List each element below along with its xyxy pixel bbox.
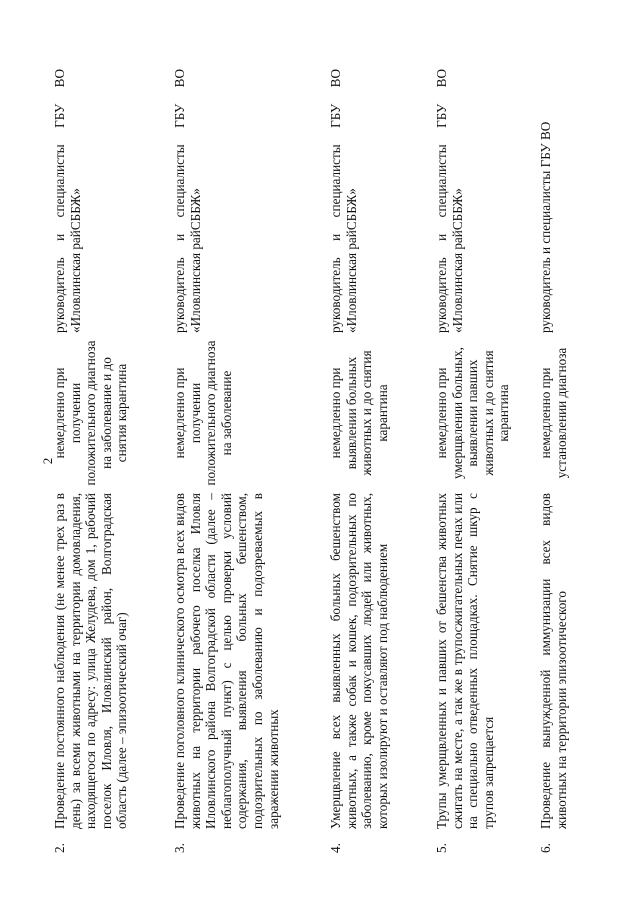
table-row xyxy=(434,66,538,856)
responsible-text: руководитель и специалисты ГБУ ВО xyxy=(538,121,553,333)
responsible-text: руководитель и специалисты ГБУ ВО «Иловлинская райСББЖ» xyxy=(328,69,359,333)
term-text: немедленно при получении положительного диагноза на заболевание и до снятия карантина xyxy=(52,340,130,486)
responsible-text: руководитель и специалисты ГБУ ВО «Иловлинская райСББЖ» xyxy=(52,69,83,333)
term-text: немедленно при выявлении больных животных и до снятия карантина xyxy=(328,350,390,476)
rotated-document-page xyxy=(40,66,572,856)
table-row xyxy=(538,66,572,856)
term-text: немедленно при установлении диагноза xyxy=(538,347,569,479)
row-number: 4. xyxy=(328,843,343,853)
responsible-text: руководитель и специалисты ГБУ ВО «Иловлинская райСББЖ» xyxy=(434,69,465,333)
table-row xyxy=(328,66,434,856)
responsible-text: руководитель и специалисты ГБУ ВО «Иловлинская райСББЖ» xyxy=(172,69,203,333)
row-number: 3. xyxy=(172,843,187,853)
term-text: немедленно при получении положительного диагноза на заболевание xyxy=(172,340,234,486)
measure-text: Проведение постоянного наблюдения (не менее трех раз в день) за всеми животными на территории домовладения, находящегося по адресу: улица Желудева, дом 1, рабочий поселок Иловля, Иловлинский район, Волгоградская область (далее – эпизоотический очаг) xyxy=(52,493,130,829)
table-row xyxy=(172,66,328,856)
measures-table xyxy=(52,66,572,856)
row-number: 2. xyxy=(52,843,67,853)
row-number: 6. xyxy=(538,843,553,853)
measure-text: Проведение поголовного клинического осмотра всех видов животных на территории рабочего поселка Иловля Иловлинского района Волгоградской области (далее – неблагополучный пункт) с целью проверки условий содержания, выявления больных бешенством, подозрительных по заболеванию и подозреваемых в заражении животных xyxy=(172,493,281,829)
measure-text: Трупы умерщвленных и павших от бешенства животных сжигать на месте, а так же в трупосжигательных печах или на специально отведенных площадках. Снятие шкур с трупов запрещается xyxy=(434,493,496,829)
table-row xyxy=(52,66,172,856)
measure-text: Проведение вынужденной иммунизации всех видов животных на территории эпизоотического xyxy=(538,493,569,829)
row-number: 5. xyxy=(434,843,449,853)
term-text: немедленно при умерщвлении больных, выявлении павших животных и до снятия карантина xyxy=(434,347,512,479)
page-number: 2 xyxy=(40,457,55,465)
measure-text: Умерщвление всех выявленных больных бешенством животных, а также собак и кошек, подозрительных по заболеванию, кроме покусавших людей или животных, которых изолируют и оставляют под наблюдением xyxy=(328,493,390,829)
